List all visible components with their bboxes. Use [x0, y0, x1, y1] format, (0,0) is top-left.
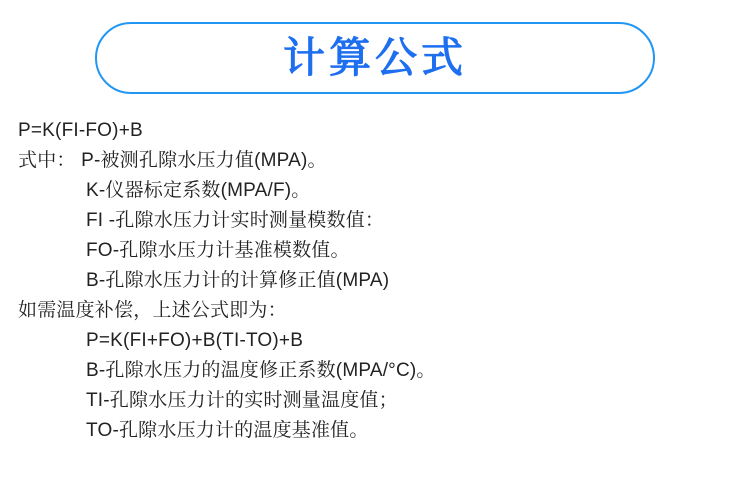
formula-line: FO-孔隙水压力计基准模数值。: [86, 240, 350, 261]
formula-line: TI-孔隙水压力计的实时测量温度值；: [86, 390, 398, 411]
title-section: [0, 0, 750, 94]
formula-line: B-孔隙水压力的温度修正系数(MPA/°C)。: [86, 360, 436, 381]
title-pill: [95, 22, 655, 94]
formula-line: 如需温度补偿，上述公式即为：: [18, 300, 287, 321]
formula-body: [0, 94, 750, 446]
formula-line: TO-孔隙水压力计的温度基准值。: [86, 420, 369, 441]
formula-line: FI -孔隙水压力计实时测量模数值：: [86, 210, 385, 231]
formula-line: B-孔隙水压力计的计算修正值(MPA): [86, 270, 390, 291]
formula-line: P=K(FI-FO)+B: [18, 120, 143, 141]
formula-line: P=K(FI+FO)+B(TI-TO)+B: [86, 330, 304, 351]
page-title: 计算公式: [282, 34, 467, 81]
formula-line: 式中： P-被测孔隙水压力值(MPA)。: [18, 150, 327, 171]
formula-line: K-仪器标定系数(MPA/F)。: [86, 180, 311, 201]
